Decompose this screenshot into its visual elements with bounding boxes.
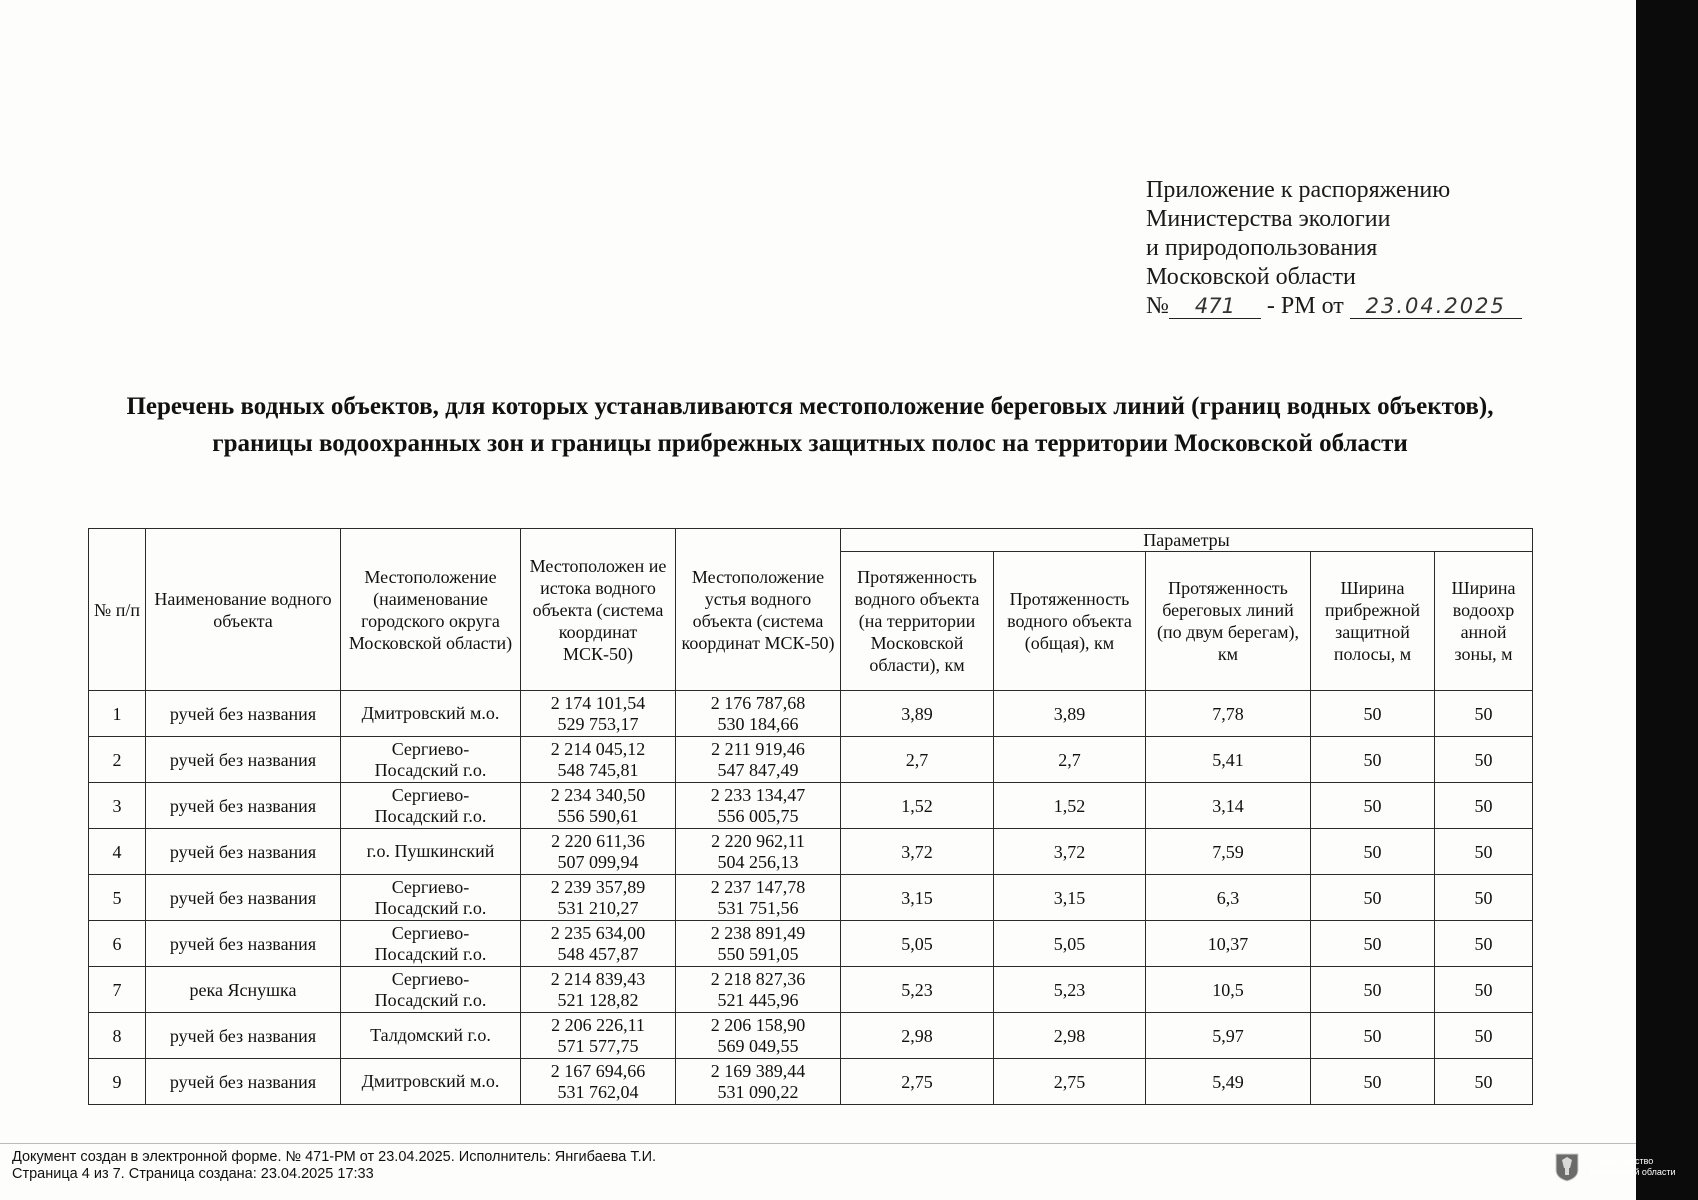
header-len-shore: Протяженность береговых линий (по двум берегам), км (1146, 552, 1311, 691)
cell-source (521, 875, 676, 921)
cell-len-region (841, 737, 994, 783)
header-len-region: Протяженность водного объекта (на территории Московской области), км (841, 552, 994, 691)
cell-len-shore-text: 5,97 (1212, 1025, 1244, 1046)
cell-name-text: ручей без названия (169, 1071, 317, 1092)
cell-location (341, 875, 521, 921)
cell-width-protect (1435, 829, 1533, 875)
footer-line-1: Документ создан в электронной форме. № 471-РМ от 23.04.2025. Исполнитель: Янгибаева Т.И. (12, 1149, 657, 1165)
cell-num (89, 691, 146, 737)
cell-name-text: река Яснушка (189, 979, 297, 1000)
cell-width-coastal-text: 50 (1363, 887, 1382, 908)
cell-len-region-text: 2,7 (905, 749, 929, 770)
cell-len-total (994, 737, 1146, 783)
annex-line-2: Министерства экологии (1146, 206, 1391, 232)
table-row (89, 875, 1533, 921)
cell-len-total-text: 3,15 (1053, 887, 1086, 908)
cell-mouth-text: 2 237 147,78 (710, 876, 806, 897)
header-width-protect: Ширина водоохр анной зоны, м (1435, 552, 1533, 691)
cell-location-text: Посадский г.о. (374, 897, 487, 918)
cell-mouth-text: 531 751,56 (717, 897, 799, 918)
cell-width-protect-text: 50 (1474, 703, 1493, 724)
cell-width-coastal (1311, 1059, 1435, 1105)
cell-mouth-text: 530 184,66 (717, 713, 799, 734)
cell-location (341, 691, 521, 737)
cell-name (146, 691, 341, 737)
cell-len-region-text: 2,75 (901, 1071, 933, 1092)
cell-num-text: 5 (112, 887, 122, 908)
cell-len-shore (1146, 783, 1311, 829)
cell-source-text: 556 590,61 (557, 805, 639, 826)
cell-width-coastal (1311, 967, 1435, 1013)
cell-name-text: ручей без названия (169, 933, 317, 954)
cell-num (89, 1059, 146, 1105)
header-params: Параметры (841, 529, 1533, 552)
annex-number-line (1146, 292, 1522, 321)
cell-len-total-text: 5,23 (1053, 979, 1086, 1000)
cell-name (146, 921, 341, 967)
order-number: 471 (1169, 294, 1261, 319)
cell-num-text: 2 (112, 749, 122, 770)
cell-len-region-text: 1,52 (901, 795, 933, 816)
cell-len-shore-text: 10,37 (1207, 933, 1249, 954)
cell-width-protect (1435, 691, 1533, 737)
cell-len-total (994, 921, 1146, 967)
cell-len-total-text: 3,89 (1053, 703, 1086, 724)
cell-width-coastal (1311, 737, 1435, 783)
number-prefix: № (1146, 293, 1169, 319)
cell-len-region-text: 3,15 (901, 887, 933, 908)
cell-num-text: 7 (112, 979, 122, 1000)
cell-num (89, 921, 146, 967)
cell-mouth-text: 521 445,96 (717, 989, 799, 1010)
cell-location-text: Посадский г.о. (374, 943, 487, 964)
cell-width-coastal (1311, 829, 1435, 875)
cell-mouth (676, 691, 841, 737)
cell-len-shore (1146, 875, 1311, 921)
cell-location-text: Дмитровский м.о. (361, 703, 500, 723)
cell-width-coastal-text: 50 (1363, 703, 1382, 724)
cell-location-text: Сергиево- (391, 922, 470, 943)
cell-location-text: Посадский г.о. (374, 989, 487, 1010)
header-source: Местоположен ие истока водного объекта (система координат МСК-50) (521, 529, 676, 691)
cell-width-protect-text: 50 (1474, 887, 1493, 908)
cell-name-text: ручей без названия (169, 1025, 317, 1046)
cell-location-text: Сергиево- (391, 784, 470, 805)
cell-mouth (676, 967, 841, 1013)
cell-source (521, 691, 676, 737)
cell-len-region-text: 5,05 (901, 933, 933, 954)
cell-width-coastal (1311, 691, 1435, 737)
cell-width-protect (1435, 967, 1533, 1013)
header-num: № п/п (89, 529, 146, 691)
cell-len-shore (1146, 967, 1311, 1013)
cell-location (341, 1059, 521, 1105)
footer-line-2: Страница 4 из 7. Страница создана: 23.04.2025 17:33 (12, 1166, 374, 1182)
cell-source (521, 1059, 676, 1105)
header-len-total: Протяженность водного объекта (общая), км (994, 552, 1146, 691)
cell-width-coastal-text: 50 (1363, 749, 1382, 770)
cell-source (521, 737, 676, 783)
cell-source-text: 529 753,17 (557, 713, 639, 734)
cell-mouth (676, 783, 841, 829)
cell-len-total-text: 2,75 (1053, 1071, 1086, 1092)
annex-line-3: и природопользования (1146, 235, 1378, 261)
cell-num-text: 6 (112, 933, 122, 954)
cell-location-text: Посадский г.о. (374, 759, 487, 780)
cell-source (521, 1013, 676, 1059)
table-row (89, 691, 1533, 737)
cell-source-text: 531 762,04 (557, 1081, 639, 1102)
cell-mouth (676, 829, 841, 875)
cell-len-total-text: 1,52 (1053, 795, 1086, 816)
header-mouth: Местоположение устья водного объекта (система координат МСК-50) (676, 529, 841, 691)
cell-mouth-text: 547 847,49 (717, 759, 799, 780)
cell-len-total (994, 783, 1146, 829)
cell-source-text: 571 577,75 (557, 1035, 639, 1056)
water-objects-table (88, 528, 1533, 1105)
cell-width-protect (1435, 737, 1533, 783)
cell-source-text: 2 214 045,12 (550, 738, 646, 759)
cell-len-shore (1146, 1059, 1311, 1105)
cell-source-text: 507 099,94 (557, 851, 639, 872)
cell-mouth-text: 2 211 919,46 (711, 738, 805, 759)
cell-len-shore-text: 10,5 (1212, 979, 1244, 1000)
cell-location-text: Дмитровский м.о. (361, 1071, 500, 1091)
cell-len-region-text: 3,72 (901, 841, 933, 862)
cell-len-shore-text: 5,49 (1212, 1071, 1244, 1092)
cell-location-text: г.о. Пушкинский (366, 841, 495, 861)
cell-location (341, 1013, 521, 1059)
table-row (89, 967, 1533, 1013)
cell-source-text: 2 167 694,66 (550, 1060, 646, 1081)
cell-width-coastal (1311, 783, 1435, 829)
order-date: 23.04.2025 (1350, 294, 1522, 319)
cell-source-text: 531 210,27 (557, 897, 639, 918)
cell-width-protect-text: 50 (1474, 841, 1493, 862)
cell-mouth-text: 569 049,55 (717, 1035, 799, 1056)
cell-mouth-text: 2 233 134,47 (710, 784, 806, 805)
cell-name-text: ручей без названия (169, 703, 317, 724)
cell-len-shore-text: 3,14 (1212, 795, 1244, 816)
cell-width-coastal-text: 50 (1363, 1071, 1382, 1092)
cell-width-protect (1435, 783, 1533, 829)
cell-name (146, 783, 341, 829)
cell-name (146, 1059, 341, 1105)
cell-mouth-text: 2 169 389,44 (710, 1060, 806, 1081)
cell-name (146, 737, 341, 783)
cell-location (341, 829, 521, 875)
cell-width-protect (1435, 875, 1533, 921)
cell-len-total (994, 829, 1146, 875)
cell-source (521, 921, 676, 967)
cell-len-shore (1146, 691, 1311, 737)
cell-num-text: 3 (112, 795, 122, 816)
table-row (89, 1059, 1533, 1105)
cell-width-protect-text: 50 (1474, 1025, 1493, 1046)
cell-width-protect-text: 50 (1474, 795, 1493, 816)
cell-source-text: 2 220 611,36 (551, 830, 645, 851)
cell-num (89, 737, 146, 783)
cell-name (146, 1013, 341, 1059)
cell-location (341, 967, 521, 1013)
cell-len-region (841, 1013, 994, 1059)
footer-divider (0, 1143, 1636, 1144)
header-location: Местоположение (наименование городского округа Московской области) (341, 529, 521, 691)
cell-source-text: 521 128,82 (557, 989, 639, 1010)
cell-num (89, 783, 146, 829)
cell-len-region (841, 875, 994, 921)
cell-mouth-text: 2 218 827,36 (710, 968, 806, 989)
cell-len-region-text: 2,98 (901, 1025, 933, 1046)
cell-len-shore-text: 7,59 (1212, 841, 1244, 862)
cell-location (341, 737, 521, 783)
cell-width-coastal-text: 50 (1363, 933, 1382, 954)
cell-len-region (841, 783, 994, 829)
scan-edge-strip (1636, 0, 1698, 1200)
cell-mouth (676, 737, 841, 783)
cell-mouth-text: 2 176 787,68 (710, 692, 806, 713)
cell-num-text: 1 (112, 703, 122, 724)
cell-mouth-text: 550 591,05 (717, 943, 799, 964)
table-row (89, 737, 1533, 783)
cell-mouth-text: 2 206 158,90 (710, 1014, 806, 1035)
cell-num-text: 8 (112, 1025, 122, 1046)
cell-width-protect-text: 50 (1474, 749, 1493, 770)
cell-num-text: 4 (112, 841, 122, 862)
cell-len-total (994, 967, 1146, 1013)
cell-len-region (841, 691, 994, 737)
cell-len-shore-text: 5,41 (1212, 749, 1244, 770)
cell-width-protect (1435, 1013, 1533, 1059)
cell-source-text: 2 214 839,43 (550, 968, 646, 989)
cell-name (146, 829, 341, 875)
cell-mouth-text: 531 090,22 (717, 1081, 799, 1102)
coat-of-arms-icon (1554, 1152, 1580, 1182)
cell-width-protect (1435, 1059, 1533, 1105)
cell-name-text: ручей без названия (169, 795, 317, 816)
cell-width-coastal-text: 50 (1363, 1025, 1382, 1046)
cell-len-shore (1146, 737, 1311, 783)
cell-len-shore (1146, 1013, 1311, 1059)
cell-name-text: ручей без названия (169, 841, 317, 862)
cell-location-text: Талдомский г.о. (370, 1025, 491, 1045)
cell-len-total (994, 875, 1146, 921)
cell-width-coastal (1311, 921, 1435, 967)
table-row (89, 1013, 1533, 1059)
cell-len-shore (1146, 829, 1311, 875)
cell-len-total (994, 1013, 1146, 1059)
annex-line-1: Приложение к распоряжению (1146, 177, 1451, 203)
cell-location-text: Сергиево- (391, 968, 470, 989)
table-body (89, 691, 1533, 1105)
cell-location (341, 921, 521, 967)
header-width-coastal: Ширина прибрежной защитной полосы, м (1311, 552, 1435, 691)
cell-num (89, 967, 146, 1013)
header-name: Наименование водного объекта (146, 529, 341, 691)
cell-mouth (676, 1059, 841, 1105)
cell-width-protect (1435, 921, 1533, 967)
number-suffix: - РМ от (1266, 293, 1344, 319)
government-label (1590, 1156, 1676, 1178)
cell-mouth (676, 875, 841, 921)
cell-len-shore-text: 6,3 (1216, 887, 1240, 908)
cell-mouth-text: 556 005,75 (717, 805, 799, 826)
cell-len-total (994, 1059, 1146, 1105)
cell-mouth-text: 504 256,13 (717, 851, 799, 872)
annex-line-4: Московской области (1146, 264, 1356, 290)
cell-mouth (676, 921, 841, 967)
cell-len-region-text: 5,23 (901, 979, 933, 1000)
cell-name (146, 967, 341, 1013)
footer (12, 1149, 656, 1183)
table-row (89, 829, 1533, 875)
cell-width-coastal-text: 50 (1363, 795, 1382, 816)
cell-name-text: ручей без названия (169, 887, 317, 908)
cell-source-text: 548 457,87 (557, 943, 639, 964)
cell-num (89, 875, 146, 921)
cell-width-coastal (1311, 875, 1435, 921)
cell-location (341, 783, 521, 829)
cell-source (521, 967, 676, 1013)
cell-len-region (841, 1059, 994, 1105)
table-row (89, 783, 1533, 829)
cell-source (521, 783, 676, 829)
cell-len-shore-text: 7,78 (1212, 703, 1244, 724)
annex-block (1146, 176, 1522, 321)
cell-len-total-text: 5,05 (1053, 933, 1086, 954)
cell-len-total-text: 2,98 (1053, 1025, 1086, 1046)
cell-location-text: Посадский г.о. (374, 805, 487, 826)
cell-width-coastal-text: 50 (1363, 979, 1382, 1000)
cell-source-text: 2 206 226,11 (551, 1014, 645, 1035)
cell-len-total-text: 2,7 (1058, 749, 1081, 770)
gov-line-1: Правительство (1590, 1156, 1654, 1166)
cell-width-protect-text: 50 (1474, 933, 1493, 954)
cell-location-text: Сергиево- (391, 738, 470, 759)
cell-num (89, 1013, 146, 1059)
cell-name-text: ручей без названия (169, 749, 317, 770)
cell-width-protect-text: 50 (1474, 979, 1493, 1000)
cell-len-region (841, 829, 994, 875)
table-row (89, 921, 1533, 967)
cell-mouth-text: 2 238 891,49 (710, 922, 806, 943)
cell-source-text: 2 235 634,00 (550, 922, 646, 943)
cell-len-region (841, 921, 994, 967)
cell-len-shore (1146, 921, 1311, 967)
gov-line-2: Московской области (1590, 1167, 1676, 1177)
cell-len-total-text: 3,72 (1053, 841, 1086, 862)
cell-num-text: 9 (112, 1071, 122, 1092)
cell-width-coastal-text: 50 (1363, 841, 1382, 862)
cell-source (521, 829, 676, 875)
cell-source-text: 548 745,81 (557, 759, 639, 780)
document-title: Перечень водных объектов, для которых устанавливаются местоположение береговых линий (границ водных объектов), границы водоохранных зон и границы прибрежных защитных полос на территории Московской области (126, 393, 1494, 457)
cell-source-text: 2 174 101,54 (550, 692, 646, 713)
cell-len-region (841, 967, 994, 1013)
cell-len-total (994, 691, 1146, 737)
cell-len-region-text: 3,89 (901, 703, 933, 724)
cell-name (146, 875, 341, 921)
cell-num (89, 829, 146, 875)
cell-source-text: 2 234 340,50 (550, 784, 646, 805)
cell-width-coastal (1311, 1013, 1435, 1059)
cell-source-text: 2 239 357,89 (550, 876, 646, 897)
cell-mouth (676, 1013, 841, 1059)
cell-width-protect-text: 50 (1474, 1071, 1493, 1092)
cell-mouth-text: 2 220 962,11 (711, 830, 805, 851)
cell-location-text: Сергиево- (391, 876, 470, 897)
